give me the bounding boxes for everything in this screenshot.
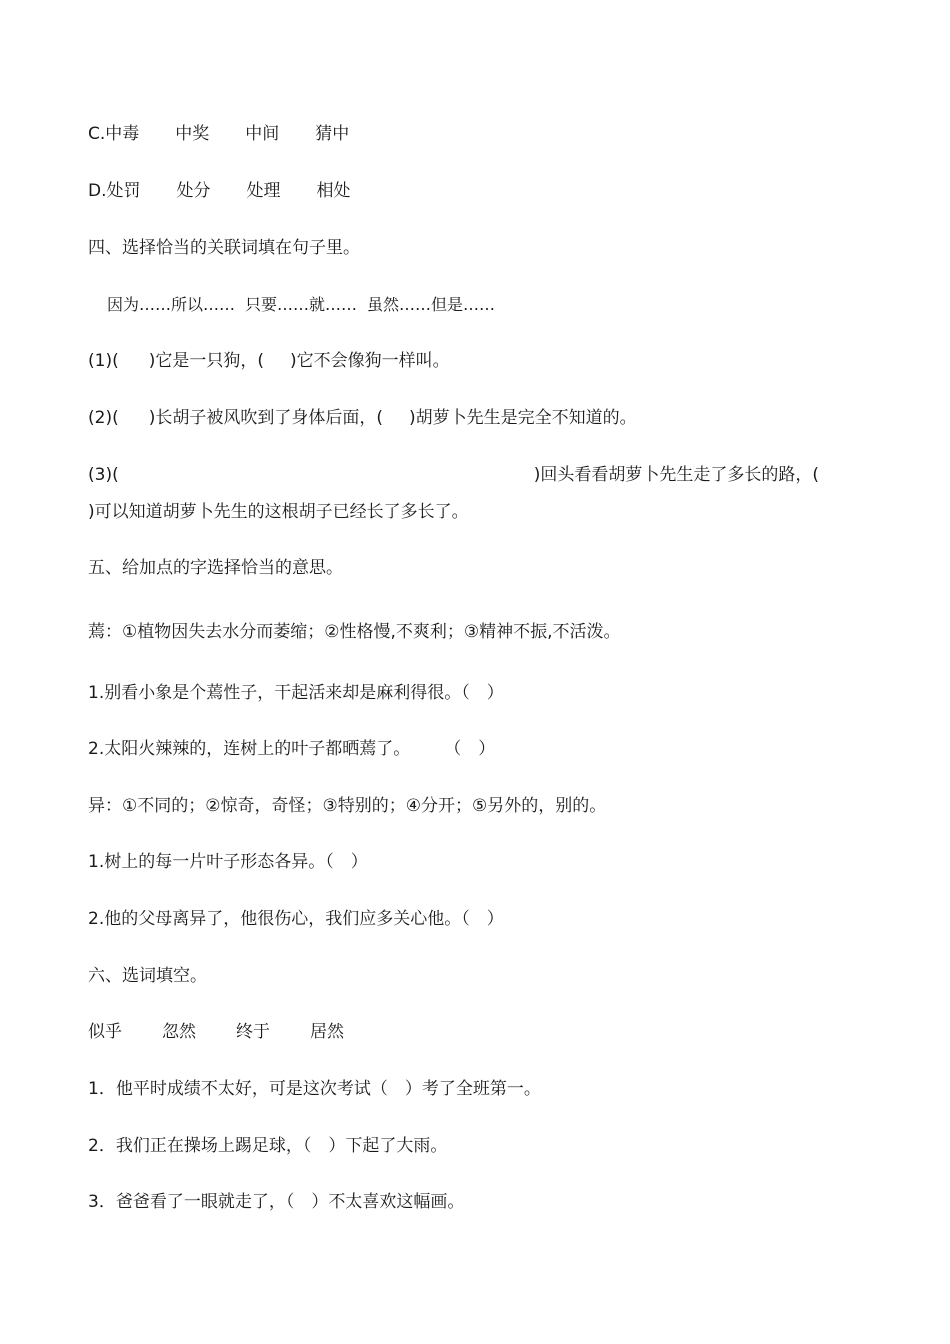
section-title: 五、给加点的字选择恰当的意思。 <box>88 558 343 578</box>
conjunction-option: 虽然……但是…… <box>367 295 496 314</box>
word: 居然 <box>310 1022 344 1042</box>
question-number: (2)( <box>88 408 119 428</box>
conjunction-options <box>107 293 495 317</box>
word-bank <box>88 1020 344 1044</box>
word: 中奖 <box>175 124 210 144</box>
option-row-d <box>88 179 351 203</box>
question-number: (3)( <box>88 465 119 485</box>
word: 处罚 <box>106 181 141 201</box>
option-row-c <box>88 122 349 146</box>
question-5-3: 1.树上的每一片叶子形态各异。（ ） <box>88 852 368 872</box>
word: 中间 <box>245 124 280 144</box>
question-6-1: 1．他平时成绩不太好，可是这次考试（ ）考了全班第一。 <box>88 1079 541 1099</box>
question-number: (1)( <box>88 351 119 371</box>
question-text: )胡萝卜先生是完全不知道的。 <box>408 408 637 428</box>
question-4-2 <box>88 406 637 430</box>
word: 中毒 <box>105 124 140 144</box>
question-text: )长胡子被风吹到了身体后面，( <box>148 408 383 428</box>
conjunction-option: 因为……所以…… <box>107 295 236 314</box>
definition: 蔫：①植物因失去水分而萎缩；②性格慢,不爽利；③精神不振,不活泼。 <box>88 622 621 642</box>
question-4-3-cont: )可以知道胡萝卜先生的这根胡子已经长了多长了。 <box>88 502 469 522</box>
answer-blank[interactable]: （ ） <box>444 739 496 759</box>
question-text: )回头看看胡萝卜先生走了多长的路，( <box>533 465 819 485</box>
question-6-2: 2．我们正在操场上踢足球，（ ）下起了大雨。 <box>88 1136 448 1156</box>
question-text: 2.太阳火辣辣的，连树上的叶子都晒蔫了。 <box>88 739 411 759</box>
question-text: )它是一只狗，( <box>148 351 264 371</box>
conjunction-option: 只要……就…… <box>245 295 358 314</box>
definition: 异：①不同的；②惊奇，奇怪；③特别的；④分开；⑤另外的，别的。 <box>88 796 607 816</box>
option-prefix: C. <box>88 124 106 144</box>
question-5-1: 1.别看小象是个蔫性子，干起活来却是麻利得很。（ ） <box>88 683 504 703</box>
question-6-3: 3．爸爸看了一眼就走了，（ ）不太喜欢这幅画。 <box>88 1192 465 1212</box>
word: 相处 <box>316 181 351 201</box>
section-title: 四、选择恰当的关联词填在句子里。 <box>88 238 360 258</box>
question-4-1 <box>88 349 450 373</box>
word: 处理 <box>246 181 281 201</box>
question-text: )它不会像狗一样叫。 <box>289 351 450 371</box>
question-5-4: 2.他的父母离异了，他很伤心，我们应多关心他。（ ） <box>88 909 504 929</box>
word: 似乎 <box>88 1022 122 1042</box>
word: 忽然 <box>162 1022 196 1042</box>
question-5-2 <box>88 737 495 761</box>
option-prefix: D. <box>88 181 107 201</box>
section-title: 六、选词填空。 <box>88 966 207 986</box>
word: 猜中 <box>315 124 350 144</box>
word: 处分 <box>176 181 211 201</box>
word: 终于 <box>236 1022 270 1042</box>
question-4-3 <box>88 463 868 487</box>
